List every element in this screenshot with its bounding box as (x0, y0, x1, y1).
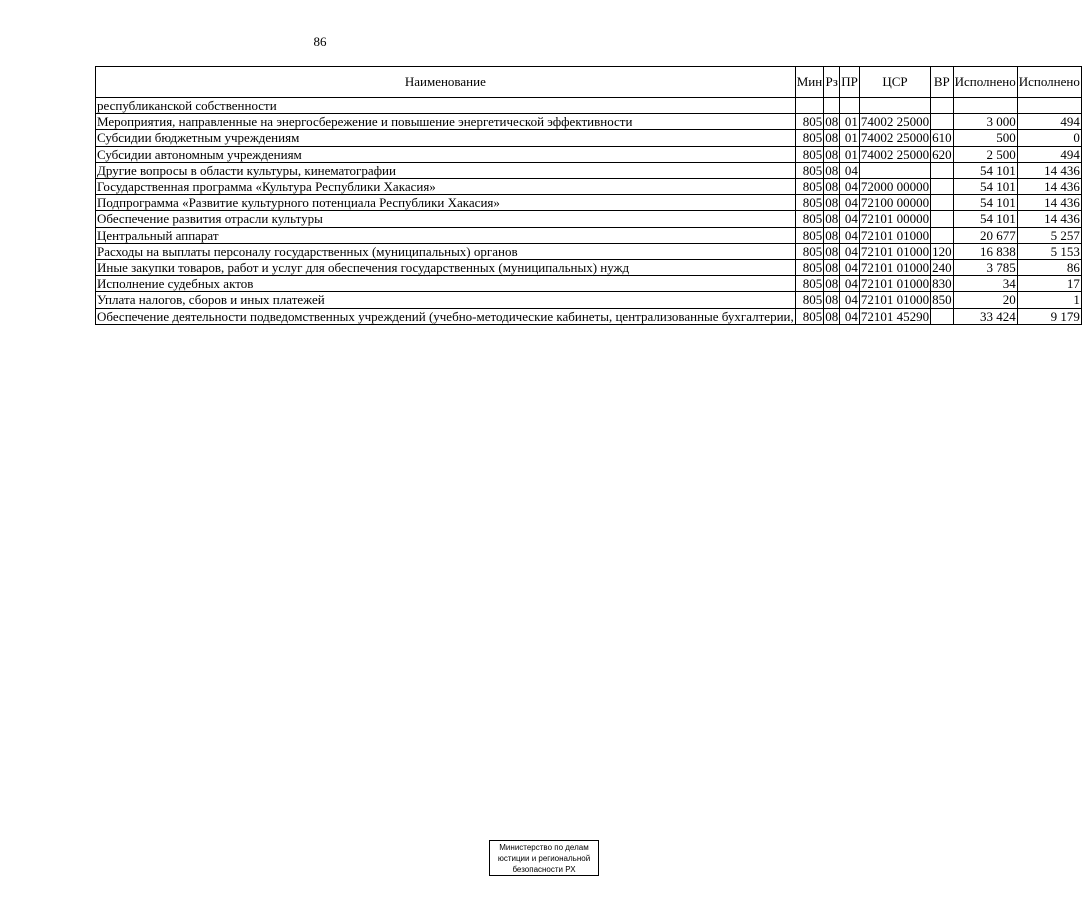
row-rz: 08 (825, 260, 839, 276)
row-vr (931, 211, 954, 227)
row-pr: 01 (840, 130, 860, 146)
column-header-vr: ВР (931, 67, 954, 98)
row-executed-1: 500 (953, 130, 1017, 146)
row-name: Другие вопросы в области культуры, кинематографии (96, 162, 796, 178)
row-pr: 04 (840, 292, 860, 308)
table-row (96, 227, 1082, 243)
row-pr: 04 (840, 308, 860, 324)
row-executed-2 (1017, 98, 1081, 114)
row-name: Исполнение судебных актов (96, 276, 796, 292)
row-rz: 08 (825, 227, 839, 243)
row-min: 805 (795, 276, 823, 292)
row-name: Расходы на выплаты персоналу государственных (муниципальных) органов (96, 243, 796, 259)
table-row (96, 260, 1082, 276)
ministry-stamp (489, 840, 599, 876)
row-name: республиканской собственности (96, 98, 796, 114)
column-header-rz: Рз (824, 67, 840, 98)
table-row (96, 98, 1082, 114)
row-rz: 08 (825, 308, 839, 324)
row-min: 805 (795, 114, 823, 130)
stamp-line: безопасности РХ (512, 865, 576, 874)
row-executed-1: 2 500 (953, 146, 1017, 162)
row-vr (931, 179, 954, 195)
row-executed-1 (953, 98, 1017, 114)
budget-table (95, 66, 1082, 325)
row-name: Государственная программа «Культура Республики Хакасия» (96, 179, 796, 195)
row-pr: 04 (840, 276, 860, 292)
row-name: Субсидии автономным учреждениям (96, 146, 796, 162)
row-vr: 240 (932, 260, 952, 276)
row-name: Подпрограмма «Развитие культурного потенциала Республики Хакасия» (96, 195, 796, 211)
row-executed-2: 9 179 (1017, 308, 1081, 324)
column-header-executed-1: Исполнено (953, 67, 1017, 98)
row-pr: 04 (840, 243, 860, 259)
table-row (96, 162, 1082, 178)
row-min: 805 (795, 308, 823, 324)
row-min: 805 (795, 130, 823, 146)
row-csr: 74002 25000 (860, 114, 930, 130)
row-min: 805 (795, 292, 823, 308)
row-min: 805 (795, 179, 823, 195)
row-executed-2: 14 436 (1017, 179, 1081, 195)
row-vr (931, 308, 954, 324)
row-name: Мероприятия, направленные на энергосбережение и повышение энергетической эффективности (96, 114, 796, 130)
table-row (96, 195, 1082, 211)
row-csr (859, 162, 930, 178)
row-min: 805 (795, 260, 823, 276)
table-row (96, 243, 1082, 259)
row-executed-2: 0 (1017, 130, 1081, 146)
row-executed-2: 494 (1017, 146, 1081, 162)
row-executed-2: 5 257 (1017, 227, 1081, 243)
row-rz: 08 (825, 162, 839, 178)
column-header-executed-2: Исполнено (1017, 67, 1081, 98)
row-vr (931, 195, 954, 211)
row-rz: 08 (825, 276, 839, 292)
row-executed-1: 54 101 (953, 179, 1017, 195)
row-executed-1: 34 (953, 276, 1017, 292)
row-pr: 01 (840, 114, 860, 130)
page-number: 86 (313, 34, 327, 49)
row-rz: 08 (825, 179, 839, 195)
column-header-name: Наименование (96, 67, 796, 98)
row-executed-1: 54 101 (953, 195, 1017, 211)
table-row (96, 292, 1082, 308)
row-vr: 610 (932, 130, 952, 146)
row-csr: 72101 01000 (860, 292, 930, 308)
column-header-pr: ПР (840, 67, 860, 98)
row-csr: 74002 25000 (860, 130, 930, 146)
row-vr: 850 (932, 292, 952, 308)
row-csr: 72100 00000 (860, 195, 930, 211)
row-rz: 08 (825, 114, 839, 130)
row-name: Субсидии бюджетным учреждениям (96, 130, 796, 146)
row-min: 805 (795, 162, 823, 178)
table-row (96, 179, 1082, 195)
table-header-row (96, 67, 1082, 98)
row-pr: 04 (840, 227, 860, 243)
row-vr: 830 (932, 276, 952, 292)
row-pr: 04 (840, 260, 860, 276)
row-name: Уплата налогов, сборов и иных платежей (96, 292, 796, 308)
row-min (795, 98, 823, 114)
table-row (96, 114, 1082, 130)
row-name: Обеспечение деятельности подведомственных учреждений (учебно-методические кабинеты, централизованные бухгалтерии, (97, 308, 794, 324)
row-vr (931, 114, 954, 130)
row-min: 805 (795, 227, 823, 243)
row-rz: 08 (825, 146, 839, 162)
row-csr: 72000 00000 (860, 179, 930, 195)
row-executed-1: 33 424 (953, 308, 1017, 324)
row-vr (931, 98, 954, 114)
row-rz: 08 (825, 243, 839, 259)
row-executed-2: 86 (1017, 260, 1081, 276)
row-executed-1: 3 000 (953, 114, 1017, 130)
table-row (96, 130, 1082, 146)
row-csr: 72101 01000 (860, 276, 930, 292)
column-header-csr: ЦСР (859, 67, 930, 98)
row-executed-1: 54 101 (953, 162, 1017, 178)
row-pr: 04 (840, 195, 860, 211)
row-rz: 08 (825, 130, 839, 146)
row-min: 805 (795, 146, 823, 162)
row-pr: 04 (840, 179, 860, 195)
row-csr: 72101 01000 (860, 227, 930, 243)
row-csr: 74002 25000 (860, 146, 930, 162)
row-executed-1: 54 101 (953, 211, 1017, 227)
row-executed-2: 14 436 (1017, 211, 1081, 227)
row-rz: 08 (825, 292, 839, 308)
column-header-min: Мин (795, 67, 823, 98)
row-name: Обеспечение развития отрасли культуры (96, 211, 796, 227)
row-vr (931, 162, 954, 178)
row-executed-2: 5 153 (1017, 243, 1081, 259)
row-executed-2: 14 436 (1017, 162, 1081, 178)
table-row (96, 146, 1082, 162)
row-csr: 72101 00000 (860, 211, 930, 227)
row-min: 805 (795, 211, 823, 227)
row-vr: 120 (932, 243, 952, 259)
row-executed-1: 20 677 (953, 227, 1017, 243)
row-executed-1: 20 (953, 292, 1017, 308)
row-name: Иные закупки товаров, работ и услуг для обеспечения государственных (муниципальных) нужд (96, 260, 796, 276)
row-vr (931, 227, 954, 243)
table-row (96, 211, 1082, 227)
row-pr: 04 (840, 211, 860, 227)
row-executed-2: 17 (1017, 276, 1081, 292)
stamp-line: юстиции и региональной (497, 854, 591, 863)
row-csr: 72101 01000 (860, 260, 930, 276)
row-pr: 04 (840, 162, 860, 178)
row-csr: 72101 45290 (860, 308, 930, 324)
row-name: Центральный аппарат (96, 227, 796, 243)
row-pr (840, 98, 860, 114)
row-executed-2: 14 436 (1017, 195, 1081, 211)
row-vr: 620 (932, 146, 952, 162)
row-rz: 08 (825, 195, 839, 211)
table-body (96, 98, 1082, 325)
row-min: 805 (795, 195, 823, 211)
table-row (96, 308, 1082, 324)
row-csr (859, 98, 930, 114)
row-rz (824, 98, 840, 114)
row-executed-2: 1 (1017, 292, 1081, 308)
row-min: 805 (795, 243, 823, 259)
row-executed-1: 3 785 (953, 260, 1017, 276)
row-executed-2: 494 (1017, 114, 1081, 130)
row-pr: 01 (840, 146, 860, 162)
row-rz: 08 (825, 211, 839, 227)
row-csr: 72101 01000 (860, 243, 930, 259)
table-row (96, 276, 1082, 292)
stamp-line: Министерство по делам (499, 843, 589, 852)
row-executed-1: 16 838 (953, 243, 1017, 259)
